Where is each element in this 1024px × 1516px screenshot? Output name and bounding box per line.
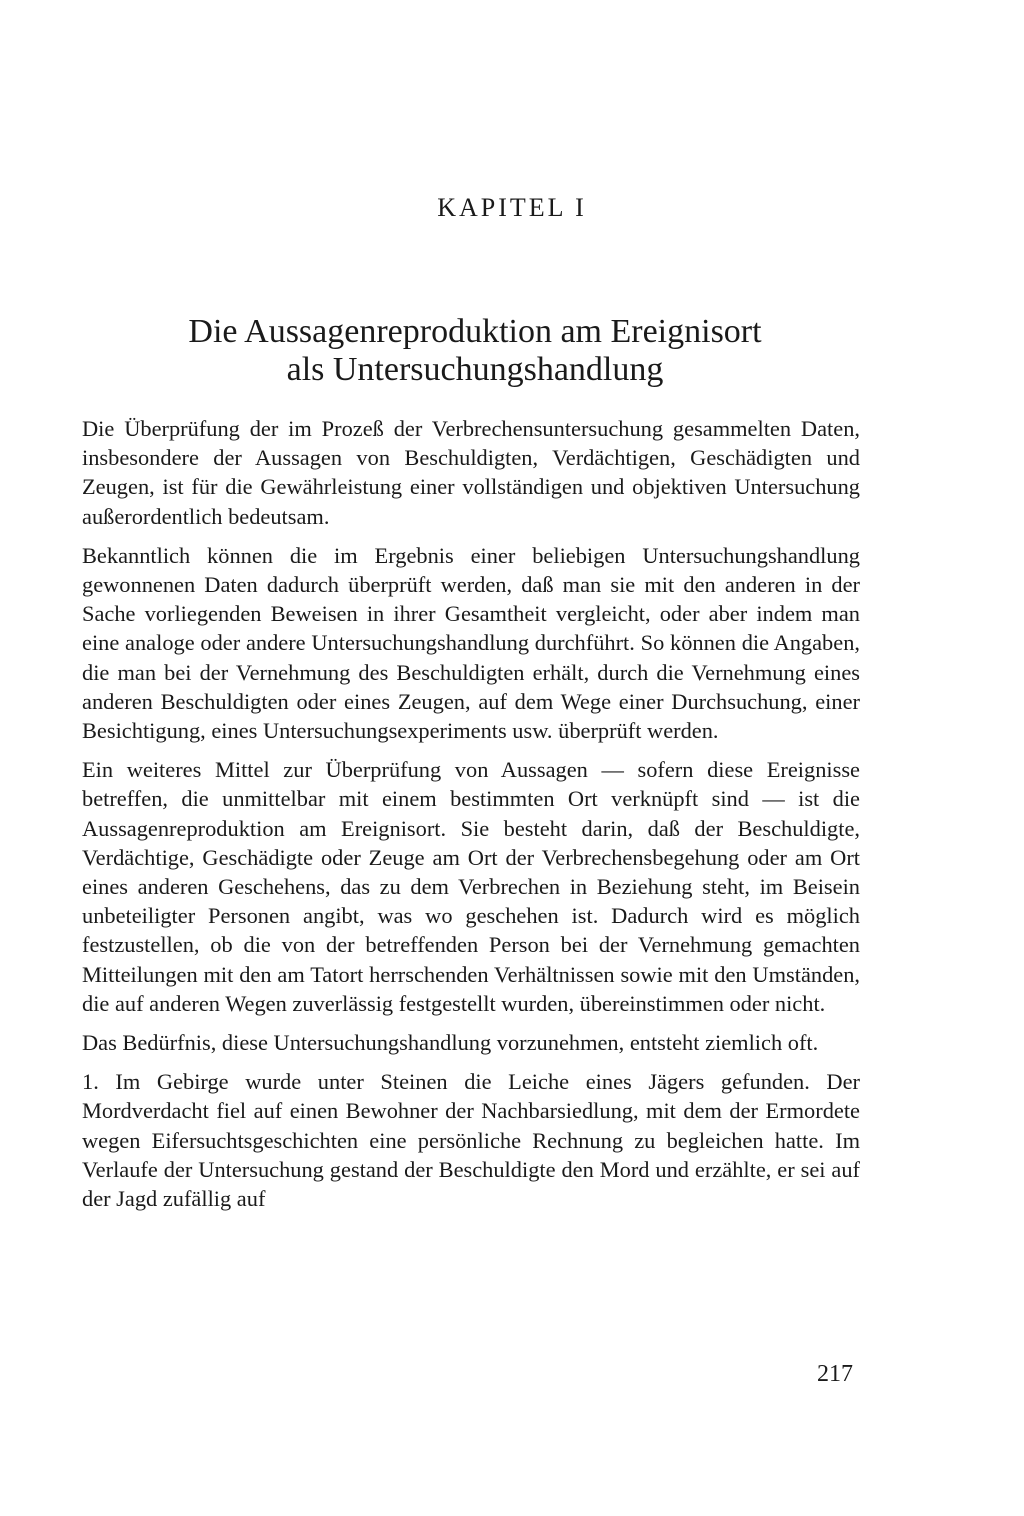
body-text (82, 414, 860, 1223)
paragraph-4: Das Bedürfnis, diese Untersuchungshandlung vorzunehmen, entsteht ziemlich oft. (82, 1030, 819, 1056)
paragraph-5: 1. Im Gebirge wurde unter Steinen die Leiche eines Jägers gefunden. Der Mordverdacht fiel auf einen Bewohner der Nachbarsiedlung, mit dem der Ermordete wegen Eifersuchtsgeschichten eine persönliche Rechnung zu begleichen hatte. Im Verlaufe der Untersuchung gestand der Beschuldigte den Mord und erzählte, er sei auf der Jagd zufällig auf (82, 1069, 860, 1212)
chapter-title-line-2: als Untersuchungshandlung (286, 351, 664, 388)
chapter-label: KAPITEL I (437, 193, 587, 222)
chapter-title-line-1: Die Aussagenreproduktion am Ereignisort (188, 313, 762, 350)
paragraph-3: Ein weiteres Mittel zur Überprüfung von Aussagen — sofern diese Ereignisse betreffen, die unmittelbar mit einem bestimmten Ort verknüpft sind — ist die Aussagenreproduktion am Ereignisort. Sie besteht darin, daß der Beschuldigte, Verdächtige, Geschädigte oder Zeuge am Ort der Verbrechensbegehung oder am Ort eines anderen Geschehens, das zu dem Verbrechen in Beziehung steht, im Beisein unbeteiligter Personen angibt, was wo geschehen ist. Dadurch wird es möglich festzustellen, ob die von der betreffenden Person bei der Vernehmung gemachten Mitteilungen mit den am Tatort herrschenden Verhältnissen sowie mit den Umständen, die auf anderen Wegen zuverlässig festgestellt wurden, übereinstimmen oder nicht. (82, 757, 860, 1016)
paragraph-1: Die Überprüfung der im Prozeß der Verbrechensuntersuchung gesammelten Daten, insbesondere der Aussagen von Beschuldigten, Verdächtigen, Geschädigten und Zeugen, ist für die Gewährleistung einer vollständigen und objektiven Untersuchung außerordentlich bedeutsam. (82, 416, 860, 529)
paragraph-2: Bekanntlich können die im Ergebnis einer beliebigen Untersuchungshandlung gewonnenen Daten dadurch überprüft werden, daß man sie mit den anderen in der Sache vorliegenden Beweisen in ihrer Gesamtheit vergleicht, oder aber indem man eine analoge oder andere Untersuchungshandlung durchführt. So können die Angaben, die man bei der Vernehmung des Beschuldigten erhält, durch die Vernehmung eines anderen Beschuldigten oder eines Zeugen, auf dem Wege einer Durchsuchung, einer Besichtigung, eines Untersuchungsexperiments usw. überprüft werden. (82, 542, 860, 744)
page-number: 217 (817, 1361, 853, 1387)
chapter-title (0, 313, 950, 389)
